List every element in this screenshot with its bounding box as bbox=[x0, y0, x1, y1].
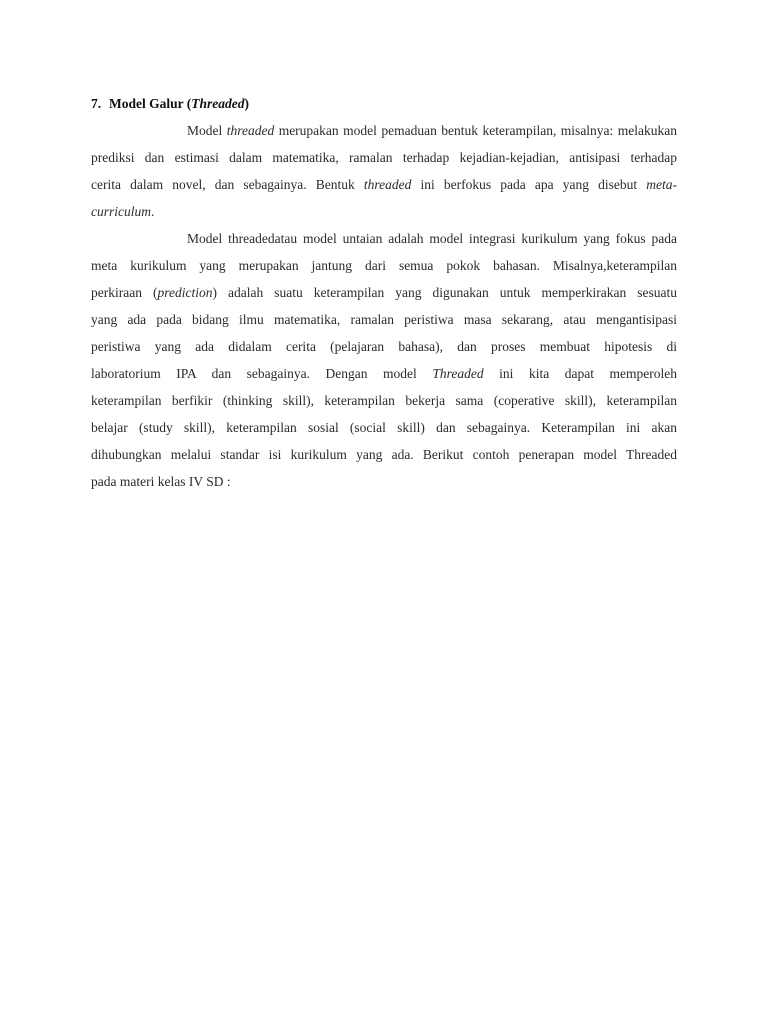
section-title-suffix: ) bbox=[244, 96, 249, 111]
text-run: yang ada pada bidang ilmu matematika, ramalan peristiwa masa sekarang, atau mengantisipasi bbox=[91, 312, 677, 327]
section-number: 7. bbox=[91, 96, 102, 111]
text-line bbox=[91, 252, 677, 279]
document-page bbox=[91, 90, 677, 495]
italic-text: meta- bbox=[646, 177, 677, 192]
text-run: dihubungkan melalui standar isi kurikulum yang ada. Berikut contoh penerapan model Threaded bbox=[91, 447, 677, 462]
text-run: peristiwa yang ada didalam cerita (pelajaran bahasa), dan proses membuat hipotesis di bbox=[91, 339, 677, 354]
text-line bbox=[91, 414, 677, 441]
text-run: . bbox=[151, 204, 155, 219]
text-run: prediksi dan estimasi dalam matematika, ramalan terhadap kejadian-kejadian, antisipasi terhadap bbox=[91, 150, 677, 165]
text-run: merupakan model pemaduan bentuk keterampilan, misalnya: melakukan bbox=[274, 123, 677, 138]
text-run: belajar (study skill), keterampilan sosial (social skill) dan sebagainya. Keterampilan ini akan bbox=[91, 420, 677, 435]
text-line bbox=[91, 144, 677, 171]
italic-text: threaded bbox=[363, 177, 412, 192]
text-run: pada materi kelas IV SD : bbox=[91, 474, 231, 489]
text-line bbox=[91, 279, 677, 306]
text-line bbox=[91, 198, 677, 225]
text-run: perkiraan ( bbox=[91, 285, 158, 300]
text-run: ini kita dapat memperoleh bbox=[483, 366, 678, 381]
section-heading bbox=[91, 90, 677, 117]
text-line bbox=[91, 441, 677, 468]
text-line bbox=[91, 306, 677, 333]
italic-text: prediction bbox=[157, 285, 213, 300]
italic-text: curriculum bbox=[91, 204, 151, 219]
paragraph-2 bbox=[91, 225, 677, 495]
section-title-prefix: Model Galur ( bbox=[109, 96, 192, 111]
text-run: meta kurikulum yang merupakan jantung dari semua pokok bahasan. Misalnya,keterampilan bbox=[91, 258, 677, 273]
text-run: keterampilan berfikir (thinking skill), keterampilan bekerja sama (coperative skill), keterampilan bbox=[91, 393, 677, 408]
text-run: cerita dalam novel, dan sebagainya. Bentuk bbox=[91, 177, 364, 192]
text-line bbox=[91, 333, 677, 360]
text-run: ) adalah suatu keterampilan yang digunakan untuk memperkirakan sesuatu bbox=[212, 285, 677, 300]
text-line bbox=[91, 117, 677, 144]
italic-text: threaded bbox=[226, 123, 275, 138]
text-line bbox=[91, 360, 677, 387]
text-line bbox=[91, 225, 677, 252]
text-run: Model threadedatau model untaian adalah model integrasi kurikulum yang fokus pada bbox=[187, 231, 677, 246]
italic-text: Threaded bbox=[432, 366, 484, 381]
text-run: Model bbox=[187, 123, 227, 138]
text-line bbox=[91, 171, 677, 198]
paragraph-1 bbox=[91, 117, 677, 225]
text-run: laboratorium IPA dan sebagainya. Dengan model bbox=[91, 366, 433, 381]
text-line bbox=[91, 387, 677, 414]
text-line bbox=[91, 468, 677, 495]
text-run: ini berfokus pada apa yang disebut bbox=[411, 177, 647, 192]
section-title-italic: Threaded bbox=[191, 96, 245, 111]
